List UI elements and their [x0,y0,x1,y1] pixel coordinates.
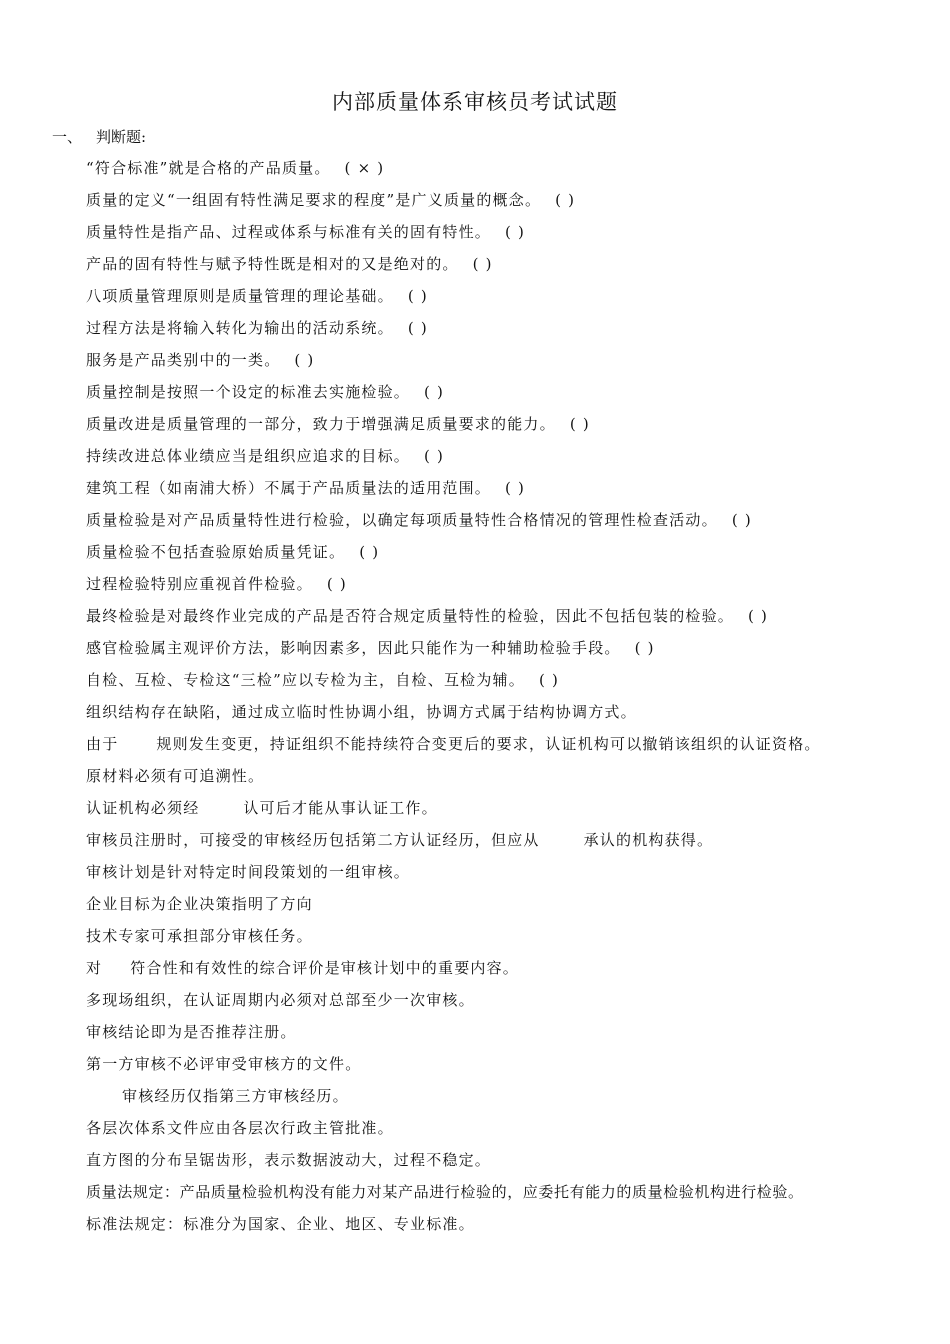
question-text: 质量检验是对产品质量特性进行检验，以确定每项质量特性合格情况的管理性检查活动。 [86,511,718,529]
answer-blank: ( ) [424,383,445,401]
question-text: 原材料必须有可追溯性。 [86,767,265,785]
question-item [86,443,936,475]
question-item [86,411,936,443]
question-text: 质量的定义“一组固有特性满足要求的程度”是广义质量的概念。 [86,191,542,209]
section-heading [52,126,146,147]
question-text: 标准法规定：标准分为国家、企业、地区、专业标准。 [86,1215,475,1233]
question-text: 质量改进是质量管理的一部分，致力于增强满足质量要求的能力。 [86,415,556,433]
question-text: 质量特性是指产品、过程或体系与标准有关的固有特性。 [86,223,492,241]
document-title: 内部质量体系审核员考试试题 [332,90,618,114]
answer-blank: ( ) [555,191,576,209]
question-text: 质量检验不包括查验原始质量凭证。 [86,543,346,561]
question-text: 符合性和有效性的综合评价是审核计划中的重要内容。 [130,959,520,977]
question-item [86,635,936,667]
question-item [86,1179,936,1211]
question-item [86,987,936,1019]
question-text: 第一方审核不必评审受审核方的文件。 [86,1055,362,1073]
question-item [86,347,936,379]
question-item [86,699,936,731]
answer-blank: ( ) [407,287,428,305]
answer-blank: ( ) [505,223,526,241]
section-number: 一、 [52,128,83,146]
answer-blank: ( ) [748,607,769,625]
question-text: 感官检验属主观评价方法，影响因素多，因此只能作为一种辅助检验手段。 [86,639,621,657]
question-item [86,315,936,347]
question-item [86,859,936,891]
answer-blank: ( ) [294,351,315,369]
question-text: 审核结论即为是否推荐注册。 [86,1023,297,1041]
question-text: 组织结构存在缺陷，通过成立临时性协调小组，协调方式属于结构协调方式。 [86,703,637,721]
answer-blank: ( ) [407,319,428,337]
question-item [86,1083,936,1115]
question-item [86,731,936,763]
answer-blank: ( ) [538,671,560,689]
question-text: 对 [86,959,103,977]
question-text: 审核员注册时，可接受的审核经历包括第二方认证经历，但应从 [86,831,540,849]
question-item [86,1147,936,1179]
question-text: 各层次体系文件应由各层次行政主管批准。 [86,1119,394,1137]
question-text: 过程检验特别应重视首件检验。 [86,575,313,593]
question-item [86,763,936,795]
question-item [86,1115,936,1147]
question-item [86,571,936,603]
question-item [86,379,936,411]
question-text: 多现场组织，在认证周期内必须对总部至少一次审核。 [86,991,475,1009]
question-text: 认可后才能从事认证工作。 [243,799,438,817]
question-text: 产品的固有特性与赋予特性既是相对的又是绝对的。 [86,255,459,273]
answer-blank: ( ) [634,639,655,657]
answer-mark: ( × ) [344,159,385,177]
question-item [86,219,936,251]
question-text: 由于 [86,735,119,753]
question-item [86,1019,936,1051]
question-item [86,155,936,187]
question-item [86,283,936,315]
question-item [86,251,936,283]
question-item [86,507,936,539]
answer-blank: ( ) [569,415,590,433]
question-item [86,603,936,635]
question-text: 审核经历仅指第三方审核经历。 [122,1087,349,1105]
question-text: “符合标准”就是合格的产品质量。 [86,159,331,177]
section-title: 判断题: [96,128,147,146]
answer-blank: ( ) [424,447,445,465]
question-text: 审核计划是针对特定时间段策划的一组审核。 [86,863,411,881]
question-item [86,955,936,987]
question-text: 质量法规定：产品质量检验机构没有能力对某产品进行检验的，应委托有能力的质量检验机构进行检验。 [86,1183,804,1201]
answer-blank: ( ) [326,575,347,593]
question-item [86,923,936,955]
question-text: 过程方法是将输入转化为输出的活动系统。 [86,319,394,337]
question-text: 规则发生变更，持证组织不能持续符合变更后的要求，认证机构可以撤销该组织的认证资格。 [156,735,821,753]
answer-blank: ( ) [359,543,380,561]
question-text: 最终检验是对最终作业完成的产品是否符合规定质量特性的检验，因此不包括包装的检验。 [86,607,735,625]
question-text: 服务是产品类别中的一类。 [86,351,281,369]
question-text: 八项质量管理原则是质量管理的理论基础。 [86,287,394,305]
question-text: 持续改进总体业绩应当是组织应追求的目标。 [86,447,411,465]
question-text: 承认的机构获得。 [583,831,714,849]
question-list [86,155,936,1243]
question-item [86,1211,936,1243]
question-text: 技术专家可承担部分审核任务。 [86,927,313,945]
question-item [86,891,936,923]
question-text: 认证机构必须经 [86,799,200,817]
question-text: 企业目标为企业决策指明了方向 [86,895,313,913]
question-item [86,795,936,827]
question-item [86,539,936,571]
question-item [86,475,936,507]
answer-blank: ( ) [505,479,526,497]
question-item [86,187,936,219]
question-item [86,1051,936,1083]
question-text: 质量控制是按照一个设定的标准去实施检验。 [86,383,411,401]
question-item [86,667,936,699]
question-text: 直方图的分布呈锯齿形，表示数据波动大，过程不稳定。 [86,1151,492,1169]
answer-blank: ( ) [472,255,493,273]
answer-blank: ( ) [731,511,752,529]
question-text: 建筑工程（如南浦大桥）不属于产品质量法的适用范围。 [86,479,492,497]
question-item [86,827,936,859]
question-text: 自检、互检、专检这“三检”应以专检为主，自检、互检为辅。 [86,671,525,689]
